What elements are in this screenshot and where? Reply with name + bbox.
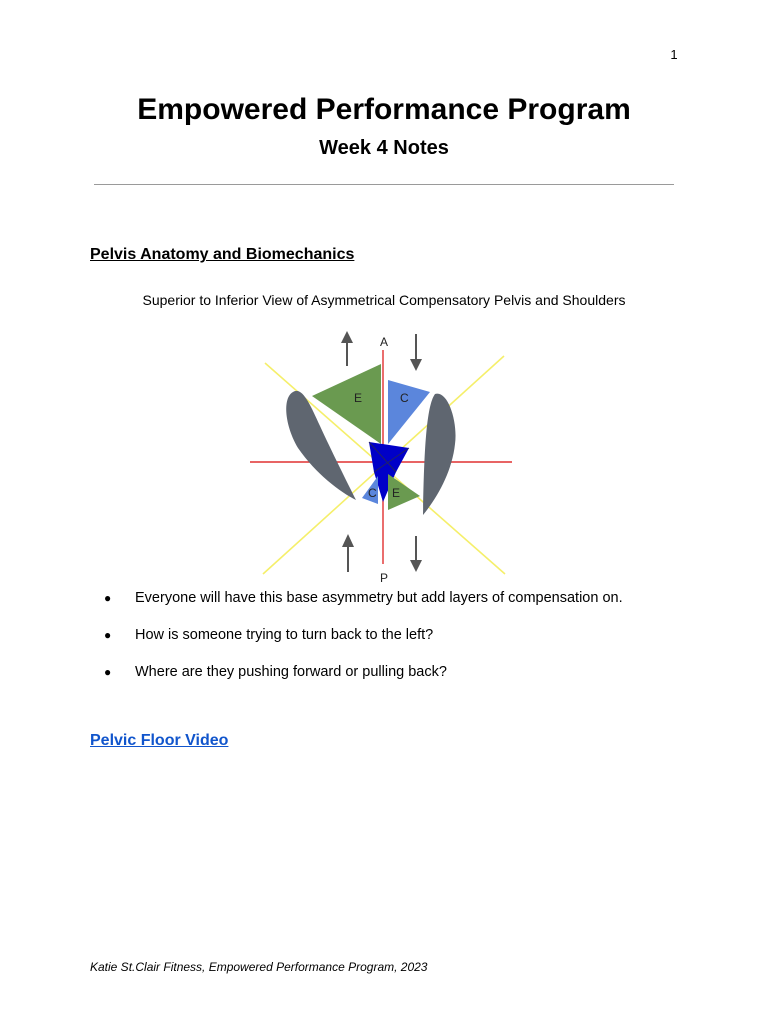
bullet-text: How is someone trying to turn back to the left?: [135, 627, 434, 643]
section-heading: Pelvis Anatomy and Biomechanics: [90, 246, 355, 263]
list-item: [90, 588, 710, 625]
bullet-text: Everyone will have this base asymmetry but add layers of compensation on.: [135, 590, 623, 606]
pelvic-floor-video-link[interactable]: Pelvic Floor Video: [90, 732, 229, 749]
page-footer: Katie St.Clair Fitness, Empowered Performance Program, 2023: [90, 960, 428, 974]
bullet-icon: ●: [104, 665, 112, 679]
upper-left-triangle-label: E: [354, 391, 363, 405]
bullet-icon: ●: [104, 591, 112, 605]
title-divider: [94, 184, 674, 185]
bullet-text: Where are they pushing forward or pulling back?: [135, 664, 447, 680]
down-arrow-bottom-right: [410, 536, 422, 572]
document-title: Empowered Performance Program: [137, 93, 631, 126]
list-item: [90, 662, 710, 699]
list-item: [90, 625, 710, 662]
bullet-icon: ●: [104, 628, 112, 642]
figure-caption: Superior to Inferior View of Asymmetrical Compensatory Pelvis and Shoulders: [142, 292, 626, 308]
right-gray-shape: [423, 394, 456, 515]
up-arrow-bottom-left: [342, 534, 354, 572]
lower-right-triangle-label: E: [392, 486, 401, 500]
pelvis-diagram: [230, 326, 535, 588]
lower-left-triangle-label: C: [368, 486, 377, 500]
anterior-label: A: [380, 335, 389, 349]
page-number: 1: [670, 47, 678, 62]
posterior-label: P: [380, 571, 389, 585]
upper-right-triangle-label: C: [400, 391, 409, 405]
down-arrow-top-right: [410, 334, 422, 371]
up-arrow-top-left: [341, 331, 353, 366]
upper-right-blue-triangle: [388, 380, 430, 444]
document-subtitle: Week 4 Notes: [319, 137, 449, 159]
bullet-list: [90, 588, 710, 699]
